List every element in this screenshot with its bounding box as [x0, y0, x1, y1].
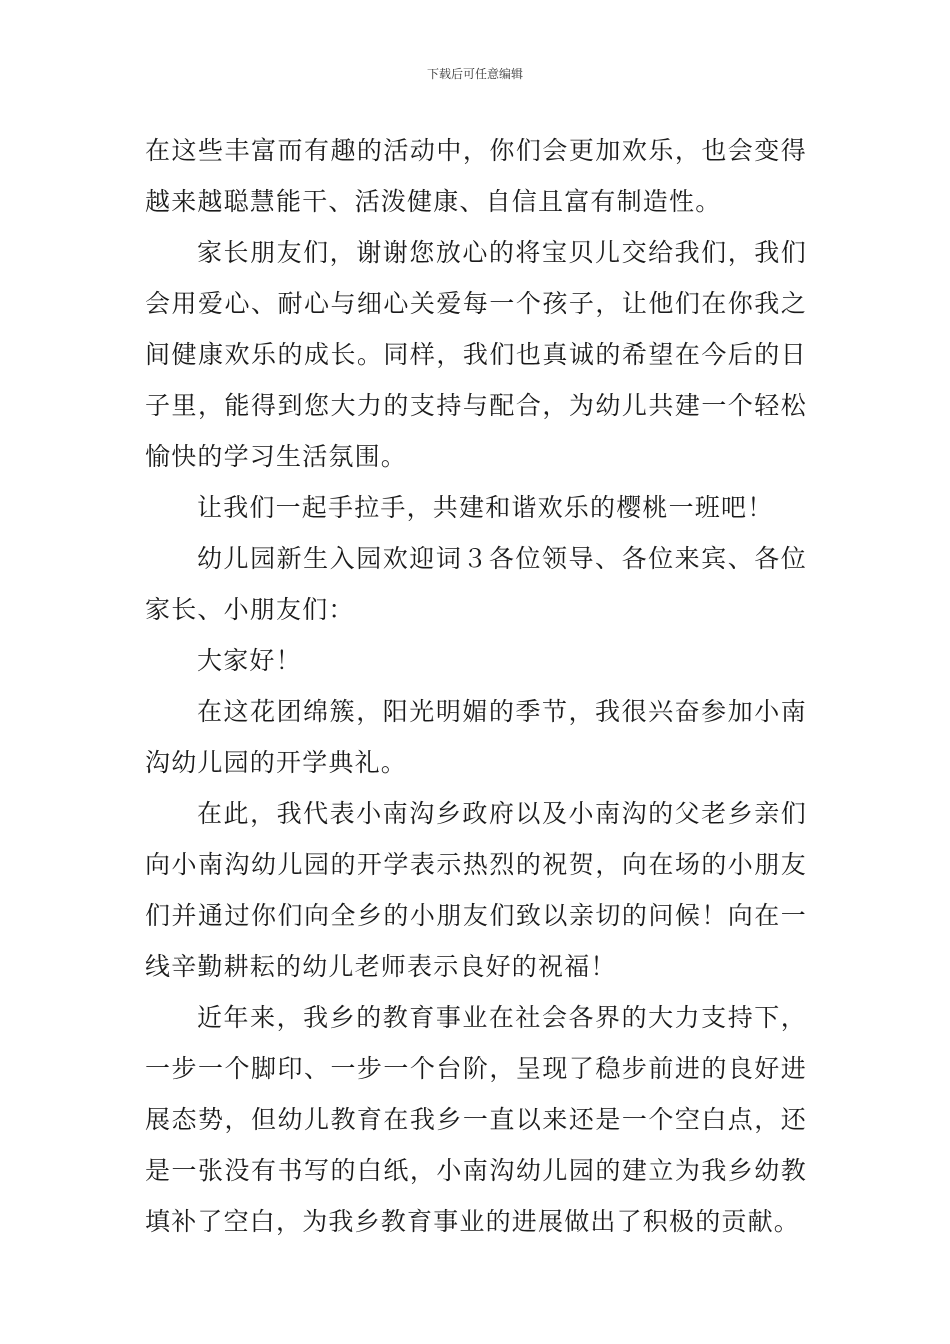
- paragraph: 家长朋友们，谢谢您放心的将宝贝儿交给我们，我们会用爱心、耐心与细心关爱每一个孩子，让他们在你我之间健康欢乐的成长。同样，我们也真诚的希望在今后的日子里，能得到您大力的支持与配合，为幼儿共建一个轻松愉快的学习生活氛围。: [145, 238, 807, 471]
- paragraph: 在这些丰富而有趣的活动中，你们会更加欢乐，也会变得越来越聪慧能干、活泼健康、自信且富有制造性。: [145, 136, 807, 216]
- document-body: [145, 125, 807, 1247]
- paragraph: 大家好！: [197, 646, 302, 675]
- paragraph: 幼儿园新生入园欢迎词３各位领导、各位来宾、各位家长、小朋友们：: [145, 544, 807, 624]
- paragraph: 在这花团绵簇，阳光明媚的季节，我很兴奋参加小南沟幼儿园的开学典礼。: [145, 697, 807, 777]
- page-header: 下载后可任意编辑: [426, 67, 523, 81]
- paragraph: 近年来，我乡的教育事业在社会各界的大力支持下，一步一个脚印、一步一个台阶，呈现了稳步前进的良好进展态势，但幼儿教育在我乡一直以来还是一个空白点，还是一张没有书写的白纸，小南沟幼儿园的建立为我乡幼教填补了空白，为我乡教育事业的进展做出了积极的贡献。: [145, 1003, 807, 1236]
- paragraph: 让我们一起手拉手，共建和谐欢乐的樱桃一班吧！: [197, 493, 774, 522]
- paragraph: 在此，我代表小南沟乡政府以及小南沟的父老乡亲们向小南沟幼儿园的开学表示热烈的祝贺，向在场的小朋友们并通过你们向全乡的小朋友们致以亲切的问候！向在一线辛勤耕耘的幼儿老师表示良好的祝福！: [145, 799, 807, 981]
